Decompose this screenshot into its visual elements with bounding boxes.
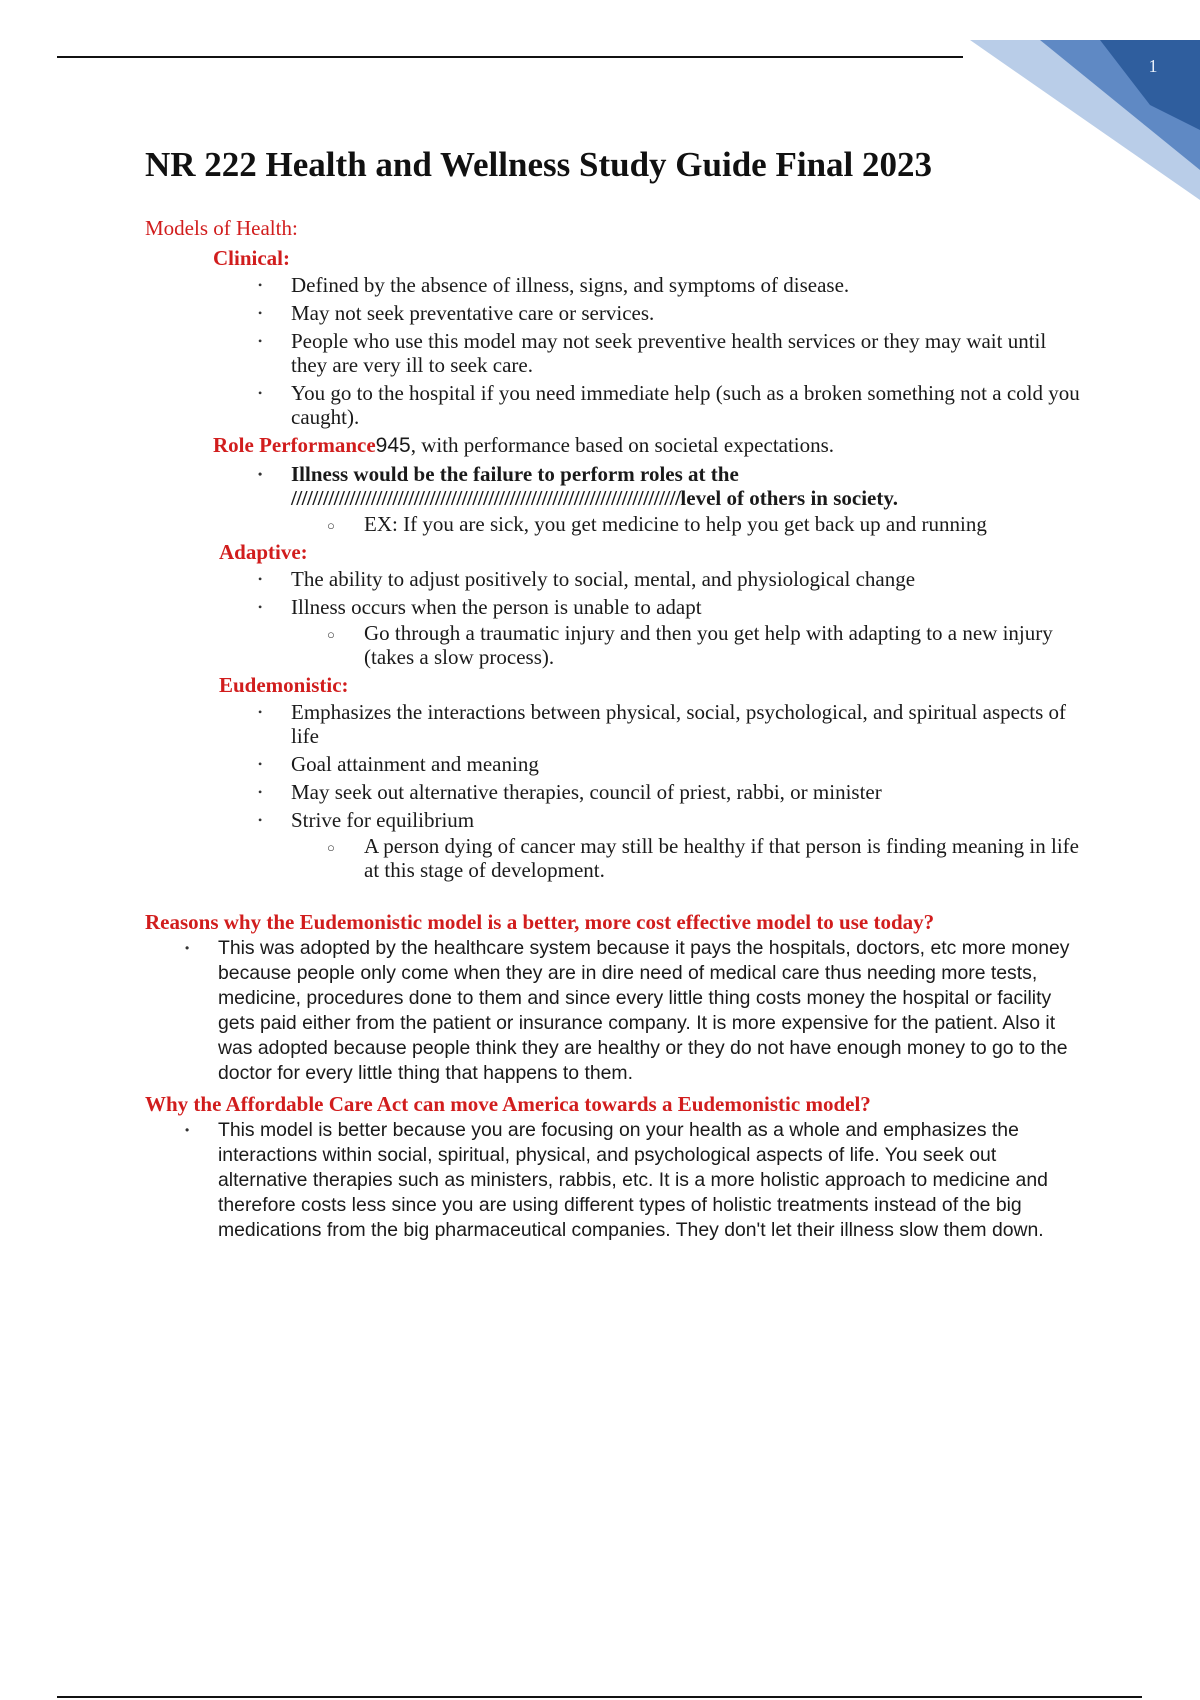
list-item: • Goal attainment and meaning <box>291 752 1085 776</box>
role-bullet-text-2: level of others in society. <box>680 486 898 510</box>
eudemonistic-heading: Eudemonistic: <box>219 673 349 697</box>
models-of-health-label: Models of Health: <box>145 216 298 240</box>
adaptive-sublist <box>291 621 1085 669</box>
question-heading-affordable-care-act: Why the Affordable Care Act can move America towards a Eudemonistic model? <box>145 1092 871 1116</box>
answer-list-cost-effective <box>145 936 1085 1086</box>
list-item: • The ability to adjust positively to social, mental, and physiological change <box>291 567 1085 591</box>
document-body <box>145 216 1085 1249</box>
document-title: NR 222 Health and Wellness Study Guide Final 2023 <box>145 145 933 184</box>
list-item: • May not seek preventative care or services. <box>291 301 1085 325</box>
adaptive-section <box>213 540 1085 669</box>
list-item: • May seek out alternative therapies, council of priest, rabbi, or minister <box>291 780 1085 804</box>
clinical-list <box>213 273 1085 429</box>
list-item: • Defined by the absence of illness, signs, and symptoms of disease. <box>291 273 1085 297</box>
answer-text: • This was adopted by the healthcare system because it pays the hospitals, doctors, etc more money because people only come when they are in dire need of medical care thus needing more tests, medicine, procedures done to them and since every little thing costs money the hospital or facility gets paid either from the patient or insurance company. It is more expensive for the patient. Also it was adopted because people think they are healthy or they do not have enough money to go to the doctor for every little thing that happens to them. <box>218 936 1085 1086</box>
header-rule <box>57 56 963 58</box>
sub-list-item: ○ A person dying of cancer may still be healthy if that person is finding meaning in life at this stage of development. <box>364 834 1085 882</box>
role-performance-number: 945 <box>375 434 411 457</box>
role-bullet-text-1: Illness would be the failure to perform roles at the <box>291 462 739 486</box>
eudemonistic-section <box>213 673 1085 882</box>
adaptive-bullet-text: Illness occurs when the person is unable to adapt <box>291 595 702 619</box>
clinical-heading: Clinical: <box>213 246 290 270</box>
adaptive-heading: Adaptive: <box>219 540 308 564</box>
list-item <box>291 808 1085 882</box>
list-item <box>291 462 1011 536</box>
answer-list-affordable-care-act <box>145 1118 1085 1243</box>
list-item: • You go to the hospital if you need immediate help (such as a broken something not a cold you caught). <box>291 381 1085 429</box>
role-performance-section <box>213 433 1085 536</box>
eudemonistic-sublist <box>291 834 1085 882</box>
role-sublist <box>291 512 1011 536</box>
role-bullet-slashes: ///////////////////////////////////////////////////////////////////////// <box>291 486 681 510</box>
clinical-section <box>213 246 1085 429</box>
sub-list-item: ○ EX: If you are sick, you get medicine to help you get back up and running <box>364 512 1011 536</box>
role-performance-text: , with performance based on societal expectations. <box>410 433 835 457</box>
list-item <box>291 595 1085 669</box>
list-item: • People who use this model may not seek preventive health services or they may wait until they are very ill to seek care. <box>291 329 1085 377</box>
eudemonistic-list <box>213 700 1085 882</box>
corner-decoration <box>950 0 1200 200</box>
list-item: • Emphasizes the interactions between physical, social, psychological, and spiritual aspects of life <box>291 700 1085 748</box>
adaptive-list <box>213 567 1085 669</box>
question-heading-cost-effective: Reasons why the Eudemonistic model is a better, more cost effective model to use today? <box>145 910 935 934</box>
answer-text: • This model is better because you are focusing on your health as a whole and emphasizes the interactions within social, spiritual, physical, and psychological aspects of life. You seek out alternative therapies such as ministers, rabbis, etc. It is a more holistic approach to medicine and therefore costs less since you are using different types of holistic treatments instead of the big medications from the big pharmaceutical companies. They don't let their illness slow them down. <box>218 1118 1085 1243</box>
footer-rule <box>57 1696 1142 1698</box>
sub-list-item: ○ Go through a traumatic injury and then you get help with adapting to a new injury (takes a slow process). <box>364 621 1085 669</box>
role-performance-heading: Role Performance <box>213 433 376 457</box>
page-number: 1 <box>1148 56 1158 76</box>
eudemonistic-bullet-text: Strive for equilibrium <box>291 808 475 832</box>
role-performance-list <box>213 462 1085 536</box>
role-performance-line <box>213 433 1085 458</box>
